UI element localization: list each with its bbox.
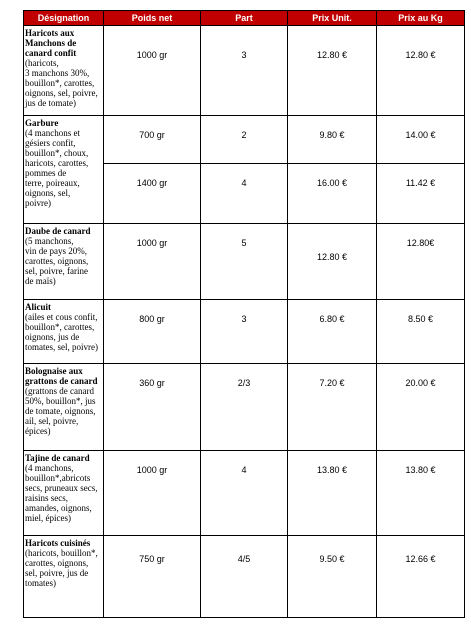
table-header-row [24, 11, 465, 26]
part-cell: 4/5 [201, 536, 288, 618]
part-cell: 2/3 [201, 364, 288, 451]
part-cell: 5 [201, 224, 288, 300]
unit-price-cell: 13.80 € [288, 451, 377, 536]
kg-price-cell: 14.00 € [377, 116, 465, 164]
weight-cell: 700 gr [104, 116, 201, 164]
kg-price-cell: 12.80€ [377, 224, 465, 300]
unit-price-cell: 6.80 € [288, 300, 377, 364]
unit-price-cell: 12.80 € [288, 26, 377, 116]
unit-price-cell: 16.00 € [288, 164, 377, 224]
table-row [24, 26, 465, 116]
product-ingredients: (5 manchons, vin de pays 20%, carottes, oignons, sel, poivre, farine de maïs) [25, 236, 89, 286]
part-cell: 2 [201, 116, 288, 164]
kg-price-cell: 11.42 € [377, 164, 465, 224]
kg-price-cell: 12.80 € [377, 26, 465, 116]
unit-price-cell: 12.80 € [288, 224, 377, 300]
product-ingredients: (4 manchons et gésiers confit, bouillon*, choux, haricots, carottes, pommes de terre, poireaux, oignons, sel, poivre) [25, 128, 89, 208]
product-ingredients: (haricots, 3 manchons 30%, bouillon*, carottes, oignons, sel, poivre, jus de tomate) [25, 58, 98, 108]
unit-price-cell: 9.80 € [288, 116, 377, 164]
product-ingredients: (haricots, bouillon*, carottes, oignons, sel, poivre, jus de tomates) [25, 548, 98, 588]
product-cell [24, 26, 104, 116]
product-title: Haricots cuisinés [25, 538, 91, 548]
weight-cell: 360 gr [104, 364, 201, 451]
header-part: Part [201, 11, 288, 26]
table-row [24, 300, 465, 364]
product-cell [24, 116, 104, 224]
product-cell [24, 451, 104, 536]
weight-cell: 800 gr [104, 300, 201, 364]
part-cell: 4 [201, 451, 288, 536]
product-title: Garbure [25, 118, 59, 128]
kg-price-cell: 20.00 € [377, 364, 465, 451]
product-title: Alicuit [25, 302, 51, 312]
weight-cell: 1400 gr [104, 164, 201, 224]
product-cell [24, 364, 104, 451]
product-cell [24, 300, 104, 364]
weight-cell: 750 gr [104, 536, 201, 618]
table-row [24, 224, 465, 300]
weight-cell: 1000 gr [104, 26, 201, 116]
header-kg-price: Prix au Kg [377, 11, 465, 26]
unit-price-cell: 9.50 € [288, 536, 377, 618]
weight-cell: 1000 gr [104, 451, 201, 536]
header-weight: Poids net [104, 11, 201, 26]
product-ingredients: (ailes et cous confit, bouillon*, carottes, oignons, jus de tomates, sel, poivre) [25, 312, 98, 352]
table-row [24, 116, 465, 164]
weight-cell: 1000 gr [104, 224, 201, 300]
table-row [24, 364, 465, 451]
table-row [24, 536, 465, 618]
kg-price-cell: 13.80 € [377, 451, 465, 536]
product-cell [24, 224, 104, 300]
product-title: Tajine de canard [25, 453, 90, 463]
product-ingredients: (4 manchons, bouillon*,abricots secs, pruneaux secs, raisins secs, amandes, oignons, miel, épices) [25, 463, 98, 523]
product-title: Daube de canard [25, 226, 91, 236]
part-cell: 4 [201, 164, 288, 224]
product-cell [24, 536, 104, 618]
product-title: Haricots aux Manchons de canard confit [25, 28, 77, 58]
part-cell: 3 [201, 300, 288, 364]
product-title: Bolognaise aux grattons de canard [25, 366, 98, 386]
part-cell: 3 [201, 26, 288, 116]
unit-price-cell: 7.20 € [288, 364, 377, 451]
kg-price-cell: 12.66 € [377, 536, 465, 618]
kg-price-cell: 8.50 € [377, 300, 465, 364]
price-table [23, 10, 465, 618]
header-unit-price: Prix Unit. [288, 11, 377, 26]
product-ingredients: (grattons de canard 50%, bouillon*, jus de tomate, oignons, ail, sel, poivre, épices) [25, 386, 96, 436]
table-row [24, 451, 465, 536]
header-designation: Désignation [24, 11, 104, 26]
